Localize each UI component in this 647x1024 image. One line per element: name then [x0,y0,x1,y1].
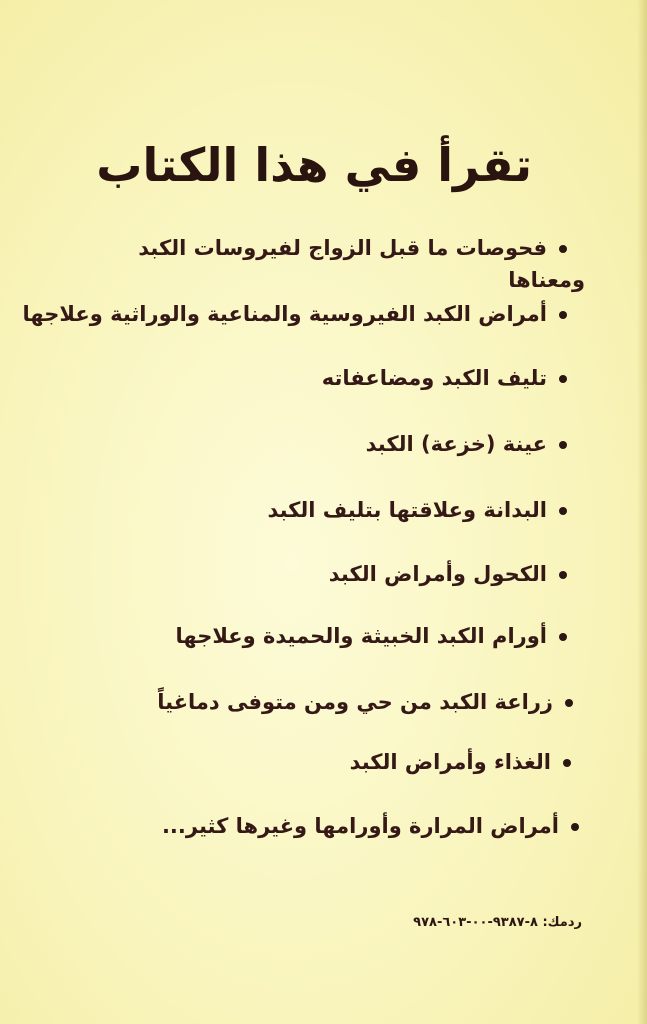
list-item-text: أمراض الكبد الفيروسية والمناعية والوراثية وعلاجها [22,302,547,326]
list-item-text: أورام الكبد الخبيثة والحميدة وعلاجها [175,624,547,648]
list-item-text: الغذاء وأمراض الكبد [349,750,551,774]
bullet-icon [559,311,567,319]
bullet-icon [559,571,567,579]
list-item-text: عينة (خزعة) الكبد [365,432,547,456]
list-item [350,746,571,778]
bullet-icon [559,245,567,253]
list-item-text: البدانة وعلاقتها بتليف الكبد [267,498,547,522]
list-item [366,428,567,460]
list-item [267,494,567,526]
list-item [23,298,567,330]
bullet-icon [571,823,579,831]
list-item-text: أمراض المرارة وأورامها وغيرها كثير... [161,814,559,838]
list-item-text: الكحول وأمراض الكبد [328,562,547,586]
list-item [329,558,567,590]
list-item-text: فحوصات ما قبل الزواج لفيروسات الكبد [138,236,547,260]
list-item [175,620,567,652]
page-edge-shadow [637,0,647,1024]
list-item-text: تليف الكبد ومضاعفاته [321,366,547,390]
list-item [322,362,567,394]
list-item [157,686,573,718]
list-item-text: زراعة الكبد من حي ومن متوفى دماغياً [157,690,553,714]
bullet-icon [559,441,567,449]
list-item [162,810,579,842]
bullet-icon [563,759,571,767]
list-item [138,232,585,296]
isbn-number: ردمك: ٨-٩٣٨٧-٠٠-٦٠٣-٩٧٨ [413,915,582,930]
bullet-icon [565,699,573,707]
list-item-continuation: ومعناها [508,268,585,292]
bullet-icon [559,507,567,515]
page-title: تقرأ في هذا الكتاب [96,138,532,192]
bullet-icon [559,633,567,641]
bullet-icon [559,375,567,383]
